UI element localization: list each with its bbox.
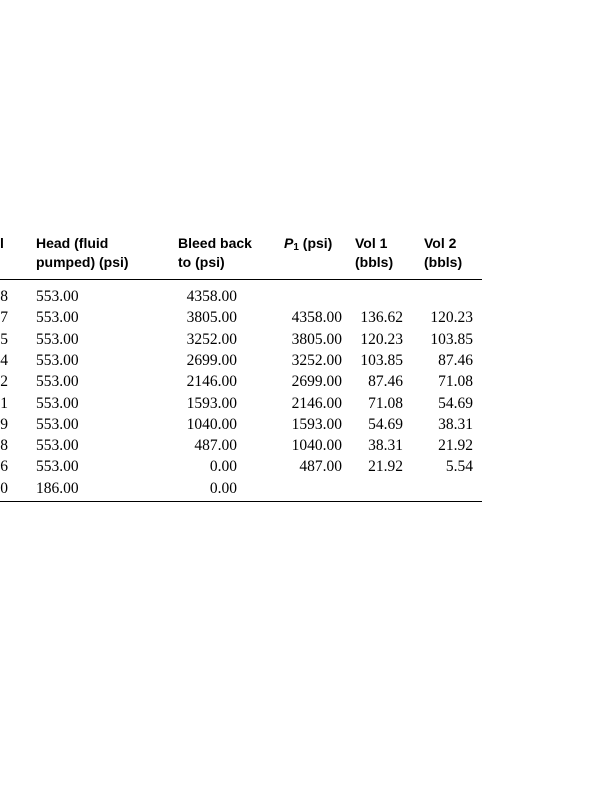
- cell-vol1: 38.31: [368, 437, 403, 455]
- header-vol2-line2: (bbls): [424, 254, 463, 270]
- header-vol1-line2: (bbls): [355, 254, 394, 270]
- header-p1-letter: P: [284, 235, 294, 251]
- cell-partial: 9: [0, 415, 8, 433]
- cell-head: 553.00: [36, 373, 79, 391]
- header-partial-column: [0, 234, 4, 253]
- header-p1-unit: (psi): [298, 235, 333, 251]
- cell-vol2: 5.54: [445, 458, 473, 476]
- cell-bleed-back: 2699.00: [186, 351, 237, 369]
- cell-p1: 1040.00: [291, 437, 342, 455]
- cell-bleed-back: 1040.00: [186, 415, 237, 433]
- cell-vol1: 120.23: [360, 330, 403, 348]
- cell-partial: 7: [0, 309, 8, 327]
- cell-bleed-back: 1593.00: [186, 394, 237, 412]
- cell-vol2: 54.69: [438, 394, 473, 412]
- cell-vol2: 38.31: [438, 415, 473, 433]
- cell-bleed-back: 4358.00: [186, 288, 237, 305]
- header-head-fluid-pumped: [36, 234, 129, 272]
- header-bleed-back: [178, 234, 252, 272]
- header-bleed-line1: Bleed back: [178, 235, 252, 251]
- cell-partial: 2: [0, 373, 8, 391]
- cell-vol2: 120.23: [430, 309, 473, 327]
- cell-p1: 1593.00: [291, 415, 342, 433]
- header-vol2-line1: Vol 2: [424, 235, 457, 251]
- cell-bleed-back: 487.00: [194, 437, 237, 455]
- cell-partial: 0: [0, 479, 8, 497]
- cell-bleed-back: 3805.00: [186, 309, 237, 327]
- cell-head: 553.00: [36, 437, 79, 455]
- header-head-line2: pumped) (psi): [36, 254, 129, 270]
- cell-vol2: 71.08: [438, 373, 473, 391]
- cell-vol1: 71.08: [368, 394, 403, 412]
- header-partial-label: l: [0, 235, 4, 251]
- cell-p1: 3252.00: [291, 351, 342, 369]
- header-vol1-line1: Vol 1: [355, 235, 388, 251]
- cell-bleed-back: 3252.00: [186, 330, 237, 348]
- cell-head: 553.00: [36, 351, 79, 369]
- cell-head: 553.00: [36, 330, 79, 348]
- cell-partial: 4: [0, 351, 8, 369]
- cell-vol2: 21.92: [438, 437, 473, 455]
- cell-head: 553.00: [36, 415, 79, 433]
- cell-vol1: 54.69: [368, 415, 403, 433]
- header-p1-label: [284, 234, 332, 257]
- cell-head: 553.00: [36, 458, 79, 476]
- cell-partial: 8: [0, 288, 8, 305]
- cell-partial: 8: [0, 437, 8, 455]
- cell-vol1: 87.46: [368, 373, 403, 391]
- cell-head: 553.00: [36, 288, 79, 305]
- cell-bleed-back: 0.00: [209, 479, 237, 497]
- cell-bleed-back: 0.00: [209, 458, 237, 476]
- cell-p1: 2146.00: [291, 394, 342, 412]
- cell-p1: 2699.00: [291, 373, 342, 391]
- cell-p1: 487.00: [299, 458, 342, 476]
- cell-head: 186.00: [36, 479, 79, 497]
- cell-partial: 1: [0, 394, 8, 412]
- cell-head: 553.00: [36, 394, 79, 412]
- cell-partial: 6: [0, 458, 8, 476]
- header-p1-subscript: 1: [293, 242, 299, 253]
- cell-head: 553.00: [36, 309, 79, 327]
- cell-vol2: 103.85: [430, 330, 473, 348]
- cell-vol1: 136.62: [360, 309, 403, 327]
- cell-bleed-back: 2146.00: [186, 373, 237, 391]
- cell-vol2: 87.46: [438, 351, 473, 369]
- header-vol2: [424, 234, 462, 272]
- header-bleed-line2: to (psi): [178, 254, 225, 270]
- header-rule: [0, 279, 482, 280]
- header-head-line1: Head (fluid: [36, 235, 109, 251]
- cell-vol1: 21.92: [368, 458, 403, 476]
- cell-partial: 5: [0, 330, 8, 348]
- cell-vol1: 103.85: [360, 351, 403, 369]
- cell-p1: 3805.00: [291, 330, 342, 348]
- bottom-rule: [0, 501, 482, 502]
- header-p1: [284, 234, 332, 257]
- cell-p1: 4358.00: [291, 309, 342, 327]
- header-vol1: [355, 234, 393, 272]
